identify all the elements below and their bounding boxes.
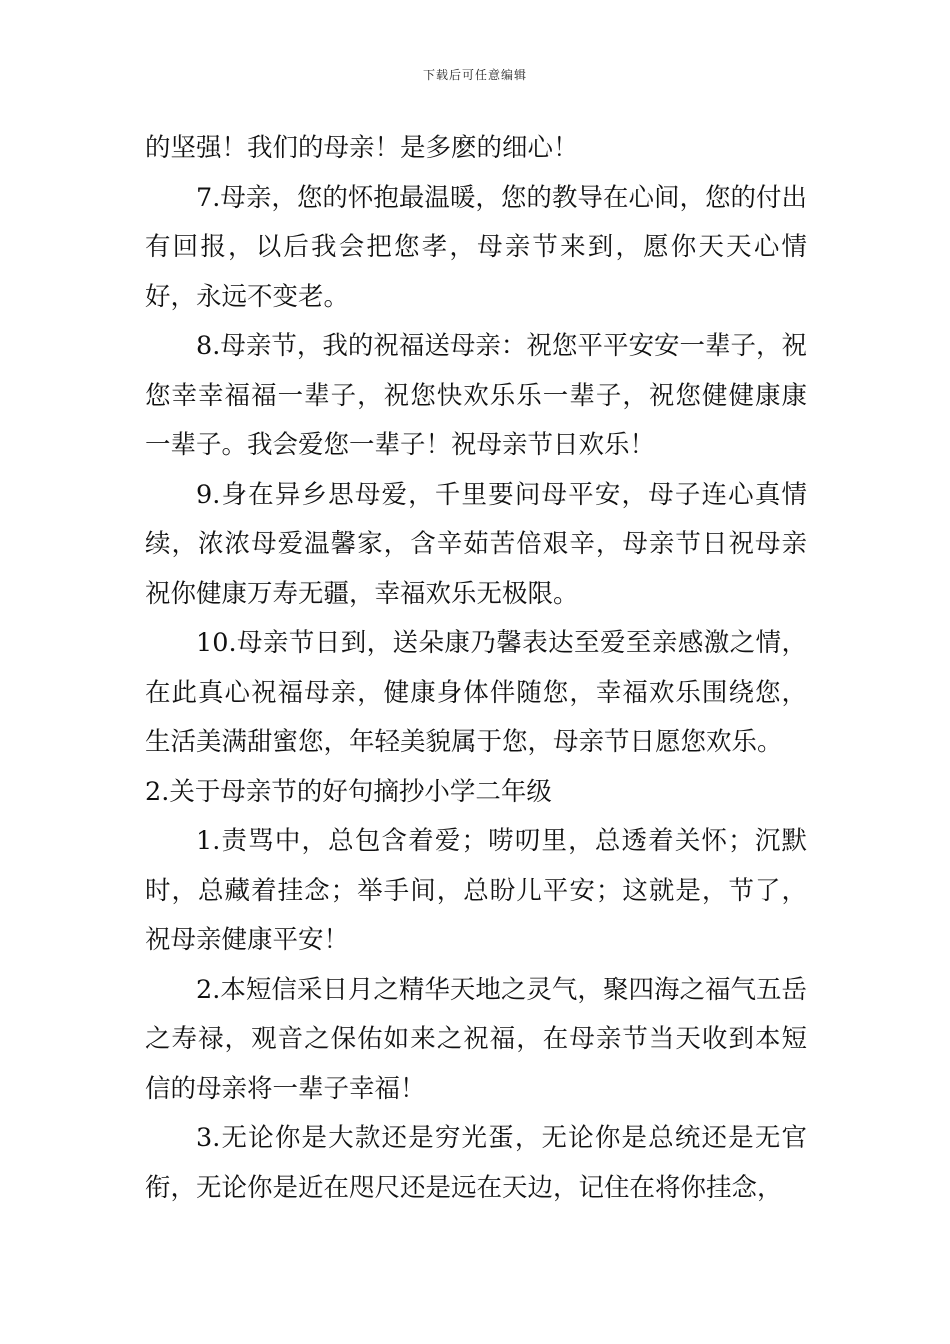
paragraph-item-7: 7.母亲，您的怀抱最温暖，您的教导在心间，您的付出有回报，以后我会把您孝，母亲节来到，愿你天天心情好，永远不变老。	[145, 182, 807, 312]
paragraph-item-1: 1.责骂中，总包含着爱；唠叨里，总透着关怀；沉默时，总藏着挂念；举手间，总盼儿平安；这就是，节了，祝母亲健康平安！	[145, 826, 807, 955]
paragraph-continuation: 的坚强！我们的母亲！是多麽的细心！	[145, 133, 579, 163]
page-header-note: 下载后可任意编辑	[422, 68, 527, 82]
document-body	[145, 124, 807, 1213]
paragraph-item-10: 10.母亲节日到，送朵康乃馨表达至爱至亲感激之情，在此真心祝福母亲，健康身体伴随您，幸福欢乐围绕您，生活美满甜蜜您，年轻美貌属于您，母亲节日愿您欢乐。	[145, 628, 807, 757]
paragraph-item-8: 8.母亲节，我的祝福送母亲：祝您平平安安一辈子，祝您幸幸福福一辈子，祝您快欢乐乐一辈子，祝您健健康康一辈子。我会爱您一辈子！祝母亲节日欢乐！	[145, 331, 807, 460]
section-heading: 2.关于母亲节的好句摘抄小学二年级	[145, 776, 552, 807]
paragraph-item-3: 3.无论你是大款还是穷光蛋，无论你是总统还是无官衔，无论你是近在咫尺还是远在天边，记住在将你挂念，	[145, 1123, 807, 1203]
paragraph-item-9: 9.身在异乡思母爱，千里要问母平安，母子连心真情续，浓浓母爱温馨家，含辛茹苦倍艰辛，母亲节日祝母亲祝你健康万寿无疆，幸福欢乐无极限。	[145, 479, 807, 609]
paragraph-item-2: 2.本短信采日月之精华天地之灵气，聚四海之福气五岳之寿禄，观音之保佑如来之祝福，在母亲节当天收到本短信的母亲将一辈子幸福！	[145, 974, 807, 1104]
